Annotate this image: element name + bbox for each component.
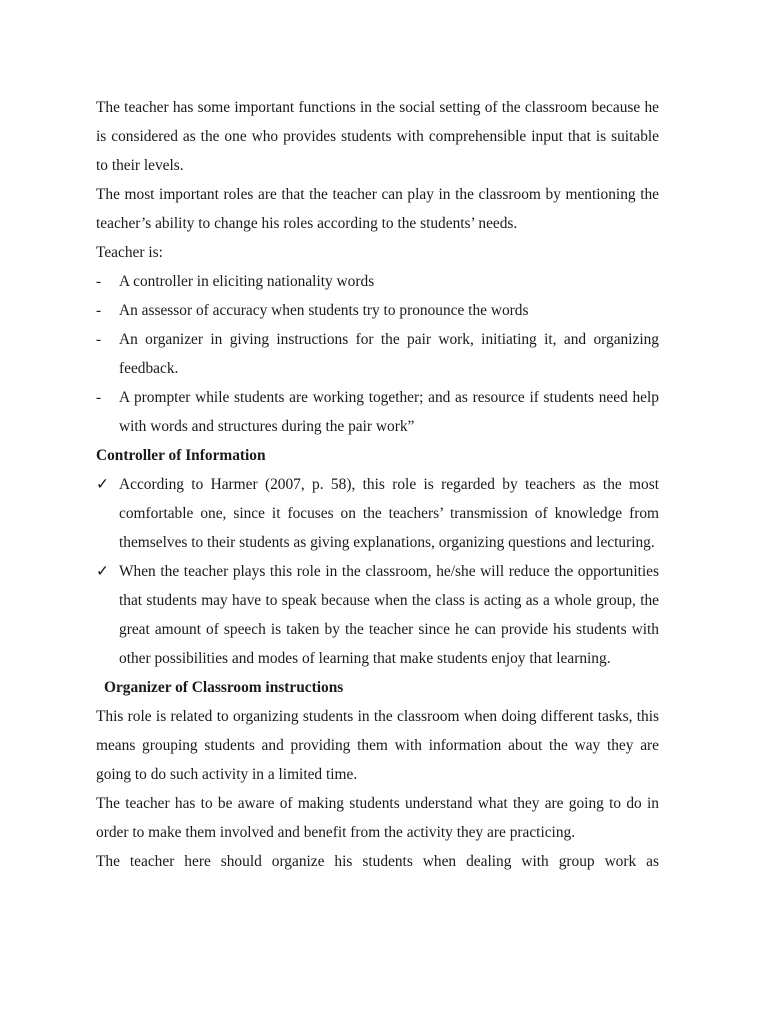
organizer-paragraph-3: The teacher here should organize his students when dealing with group work as: [96, 853, 659, 870]
list-item-text: A prompter while students are working together; and as resource if students need help with words and structures during the pair work”: [119, 389, 659, 435]
list-item-text: An organizer in giving instructions for the pair work, initiating it, and organizing feedback.: [119, 331, 659, 377]
organizer-paragraph-1: This role is related to organizing students in the classroom when doing different tasks, this means grouping students and providing them with information about the way they are going to do such activity in a limited time.: [96, 708, 659, 783]
list-item: [96, 383, 659, 441]
list-item: [96, 296, 659, 325]
dash-bullet: -: [96, 389, 102, 406]
dash-bullet: -: [96, 302, 102, 319]
checkmark-icon: ✓: [96, 476, 109, 493]
teacher-is-label: Teacher is:: [96, 244, 163, 261]
list-item: [96, 325, 659, 383]
checkmark-icon: ✓: [96, 563, 109, 580]
section-heading-organizer: Organizer of Classroom instructions: [104, 679, 344, 696]
list-item: [96, 267, 659, 296]
dash-bullet: -: [96, 273, 102, 290]
list-item: [96, 470, 659, 557]
roles-list: [96, 267, 659, 441]
section-heading-controller: Controller of Information: [96, 447, 266, 464]
intro-paragraph-1: The teacher has some important functions in the social setting of the classroom because he is considered as the one who provides students with comprehensible input that is suitable to their levels.: [96, 99, 659, 174]
list-item-text: When the teacher plays this role in the classroom, he/she will reduce the opportunities that students may have to speak because when the class is acting as a whole group, the great amount of speech is taken by the teacher since he can provide his students with other possibilities and modes of learning that make students enjoy that learning.: [119, 563, 659, 667]
controller-list: [96, 470, 659, 673]
document-body: [96, 93, 659, 876]
list-item-text: According to Harmer (2007, p. 58), this role is regarded by teachers as the most comfortable one, since it focuses on the teachers’ transmission of knowledge from themselves to their students as giving explanations, organizing questions and lecturing.: [119, 476, 659, 551]
dash-bullet: -: [96, 331, 102, 348]
list-item-text: A controller in eliciting nationality words: [119, 273, 375, 290]
list-item: [96, 557, 659, 673]
list-item-text: An assessor of accuracy when students try to pronounce the words: [119, 302, 529, 319]
intro-paragraph-2: The most important roles are that the teacher can play in the classroom by mentioning the teacher’s ability to change his roles according to the students’ needs.: [96, 186, 659, 232]
organizer-paragraph-2: The teacher has to be aware of making students understand what they are going to do in order to make them involved and benefit from the activity they are practicing.: [96, 795, 659, 841]
